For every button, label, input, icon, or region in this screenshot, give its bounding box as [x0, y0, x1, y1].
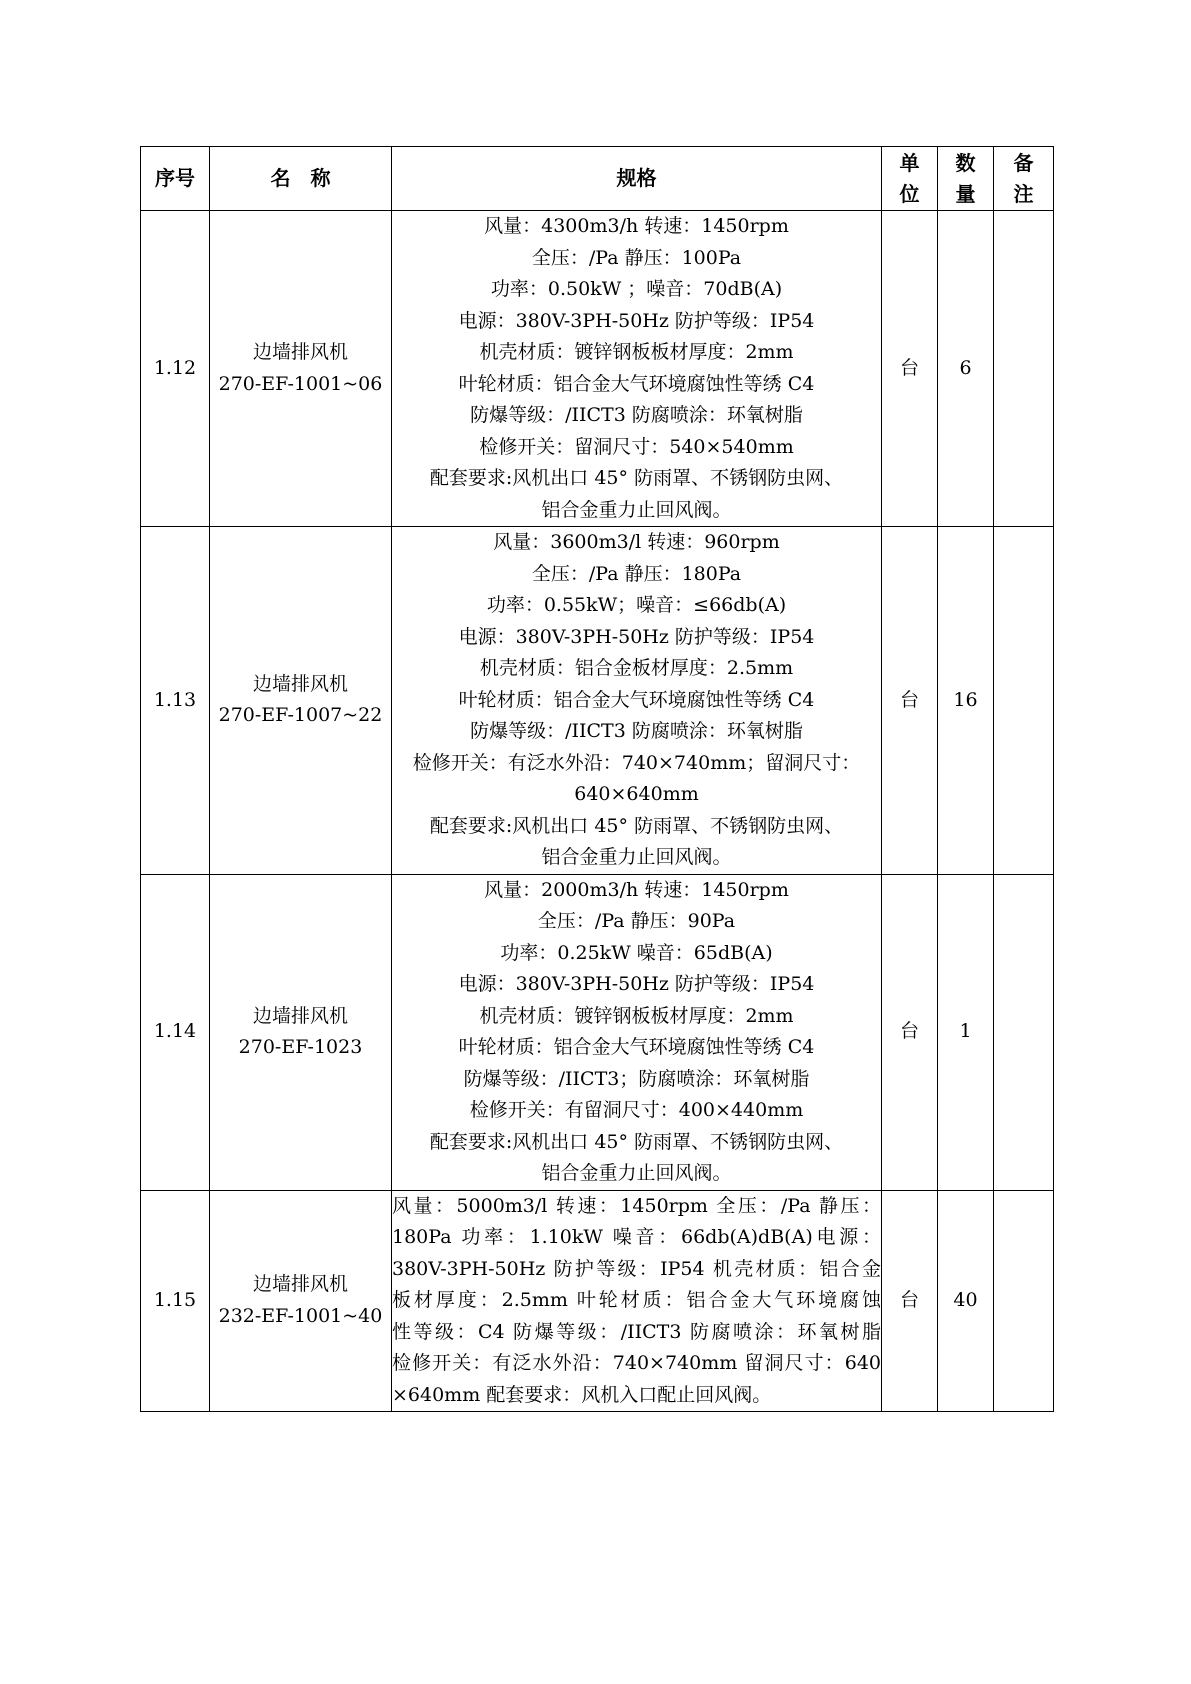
- row-spec: 风量：2000m3/h 转速：1450rpm 全压：/Pa 静压：90Pa 功率：0.25kW 噪音：65dB(A) 电源：380V-3PH-50Hz 防护等级：IP54 机壳材质：镀锌钢板板材厚度：2mm 叶轮材质：铝合金大气环境腐蚀性等绣 C4 防爆等级：/IICT3；防腐喷涂：环氧树脂 检修开关：有留洞尺寸：400×440mm 配套要求:风机出口 45° 防雨罩、不锈钢防虫网、 铝合金重力止回风阀。: [392, 874, 882, 1190]
- header-index: 序号: [141, 147, 210, 211]
- row-name: 边墙排风机 270-EF-1023: [210, 874, 392, 1190]
- row-name: 边墙排风机 270-EF-1007~22: [210, 527, 392, 875]
- row-name: 边墙排风机 270-EF-1001~06: [210, 211, 392, 527]
- table-row: [141, 874, 1054, 1190]
- header-row: [141, 147, 1054, 211]
- row-qty: 1: [938, 874, 994, 1190]
- row-unit: 台: [882, 211, 938, 527]
- table-row: [141, 211, 1054, 527]
- equipment-spec-table: [140, 146, 1054, 1412]
- table-row: [141, 1190, 1054, 1412]
- header-qty: 数 量: [938, 147, 994, 211]
- row-qty: 40: [938, 1190, 994, 1412]
- header-name: 名 称: [210, 147, 392, 211]
- row-qty: 6: [938, 211, 994, 527]
- row-spec: 风量：4300m3/h 转速：1450rpm 全压：/Pa 静压：100Pa 功率：0.50kW ；噪音：70dB(A) 电源：380V-3PH-50Hz 防护等级：IP54 机壳材质：镀锌钢板板材厚度：2mm 叶轮材质：铝合金大气环境腐蚀性等绣 C4 防爆等级：/IICT3 防腐喷涂：环氧树脂 检修开关：留洞尺寸：540×540mm 配套要求:风机出口 45° 防雨罩、不锈钢防虫网、 铝合金重力止回风阀。: [392, 211, 882, 527]
- row-remark: [994, 874, 1054, 1190]
- row-remark: [994, 1190, 1054, 1412]
- header-spec: 规格: [392, 147, 882, 211]
- row-spec: 风量：3600m3/l 转速：960rpm 全压：/Pa 静压：180Pa 功率：0.55kW；噪音：≤66db(A) 电源：380V-3PH-50Hz 防护等级：IP54 机壳材质：铝合金板材厚度：2.5mm 叶轮材质：铝合金大气环境腐蚀性等绣 C4 防爆等级：/IICT3 防腐喷涂：环氧树脂 检修开关：有泛水外沿：740×740mm；留洞尺寸： 640×640mm 配套要求:风机出口 45° 防雨罩、不锈钢防虫网、 铝合金重力止回风阀。: [392, 527, 882, 875]
- row-index: 1.14: [141, 874, 210, 1190]
- header-unit: 单 位: [882, 147, 938, 211]
- header-remark: 备 注: [994, 147, 1054, 211]
- row-unit: 台: [882, 1190, 938, 1412]
- table-row: [141, 527, 1054, 875]
- row-remark: [994, 211, 1054, 527]
- row-index: 1.12: [141, 211, 210, 527]
- row-index: 1.15: [141, 1190, 210, 1412]
- row-name: 边墙排风机 232-EF-1001~40: [210, 1190, 392, 1412]
- row-unit: 台: [882, 874, 938, 1190]
- row-qty: 16: [938, 527, 994, 875]
- row-spec: 风量：5000m3/l 转速：1450rpm 全压：/Pa 静压： 180Pa 功率：1.10kW 噪音：66db(A)dB(A)电源： 380V-3PH-50Hz 防护等级：IP54 机壳材质：铝合金 板材厚度：2.5mm 叶轮材质：铝合金大气环境腐蚀 性等级：C4 防爆等级：/IICT3 防腐喷涂：环氧树脂 检修开关：有泛水外沿：740×740mm 留洞尺寸：640 ×640mm 配套要求：风机入口配止回风阀。: [392, 1190, 882, 1412]
- row-unit: 台: [882, 527, 938, 875]
- row-remark: [994, 527, 1054, 875]
- row-index: 1.13: [141, 527, 210, 875]
